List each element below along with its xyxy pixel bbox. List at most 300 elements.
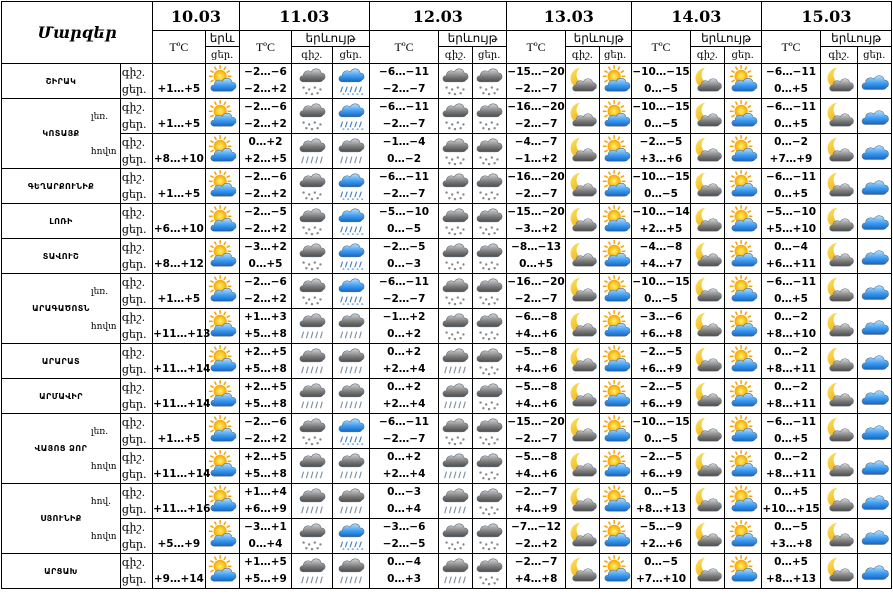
region-name: ԱՐՄԱՎԻՐ bbox=[2, 379, 121, 414]
weather-cell bbox=[691, 169, 724, 204]
weather-cell bbox=[472, 414, 506, 449]
weather-cell bbox=[857, 239, 891, 274]
temp-header: TºC bbox=[369, 31, 439, 64]
temp-day: +5…+8 bbox=[244, 363, 287, 375]
temp-cell bbox=[153, 204, 205, 239]
moon-cloud-icon bbox=[566, 206, 598, 236]
moon-cloud-icon bbox=[691, 206, 723, 236]
moon-cloud-icon bbox=[691, 241, 723, 271]
weather-cell bbox=[857, 309, 891, 344]
temp-night: −2…−5 bbox=[639, 381, 683, 393]
weather-cell bbox=[857, 449, 891, 484]
temp-night: −2…−5 bbox=[639, 136, 683, 148]
rain-cloud-icon bbox=[333, 556, 369, 586]
weather-cell bbox=[691, 344, 724, 379]
weather-cell bbox=[439, 414, 472, 449]
zone-label: լեռ. bbox=[90, 112, 109, 122]
snow-cloud-icon bbox=[439, 206, 471, 236]
weather-cell bbox=[599, 519, 631, 554]
time-of-day-labels bbox=[120, 344, 152, 379]
weather-cell bbox=[472, 344, 506, 379]
weather-cell bbox=[472, 134, 506, 169]
temp-day: +11…+14 bbox=[153, 468, 211, 480]
temp-cell bbox=[631, 99, 690, 134]
temp-night: −5…−8 bbox=[514, 451, 558, 463]
snow-cloud-icon bbox=[292, 101, 331, 131]
temp-cell bbox=[369, 484, 439, 519]
temp-day: +7…+9 bbox=[769, 153, 813, 165]
weather-header: երև bbox=[205, 31, 239, 47]
temp-day: +9…+14 bbox=[153, 573, 204, 585]
moon-cloud-icon bbox=[821, 276, 856, 306]
temp-night: −2…−5 bbox=[382, 241, 426, 253]
temp-cell bbox=[631, 274, 690, 309]
temp-night: −10…−15 bbox=[632, 101, 690, 113]
temp-cell bbox=[369, 449, 439, 484]
weather-cell bbox=[857, 414, 891, 449]
weather-cell bbox=[205, 449, 239, 484]
moon-cloud-icon bbox=[691, 381, 723, 411]
snow-cloud-icon bbox=[439, 101, 471, 131]
temp-cell bbox=[631, 554, 690, 589]
rain-snow-cloud-icon bbox=[333, 521, 369, 551]
region-row bbox=[2, 519, 892, 554]
sun-cloud-icon bbox=[600, 381, 631, 411]
temp-cell bbox=[239, 309, 291, 344]
moon-cloud-icon bbox=[691, 276, 723, 306]
moon-cloud-icon bbox=[821, 381, 856, 411]
weather-cell bbox=[691, 484, 724, 519]
sun-cloud-icon bbox=[725, 276, 761, 306]
temp-cell bbox=[761, 414, 820, 449]
rain-cloud-icon bbox=[333, 346, 369, 376]
sun-cloud-icon bbox=[206, 556, 239, 586]
sun-cloud-icon bbox=[206, 486, 239, 516]
weather-cell bbox=[205, 484, 239, 519]
temp-night: −6…−11 bbox=[766, 171, 817, 183]
night-label: գիշ. bbox=[121, 416, 146, 429]
temp-cell bbox=[631, 309, 690, 344]
snow-cloud-icon bbox=[439, 521, 471, 551]
weather-cell bbox=[292, 99, 332, 134]
weather-cell bbox=[332, 344, 369, 379]
temp-day: 0…−5 bbox=[387, 223, 422, 235]
temp-cell bbox=[153, 64, 205, 99]
time-of-day-labels bbox=[120, 64, 152, 99]
weather-cell bbox=[205, 204, 239, 239]
temp-cell bbox=[239, 414, 291, 449]
temp-night: +2…+5 bbox=[244, 346, 287, 358]
moon-cloud-icon bbox=[821, 101, 856, 131]
cloud-icon bbox=[858, 276, 891, 306]
temp-night: −3…−6 bbox=[382, 521, 426, 533]
weather-cell bbox=[472, 99, 506, 134]
cloud-icon bbox=[858, 416, 891, 446]
temp-night: +1…+5 bbox=[244, 556, 287, 568]
rain-cloud-icon bbox=[292, 346, 331, 376]
weather-cell bbox=[599, 274, 631, 309]
temp-night: −2…−6 bbox=[244, 171, 287, 183]
sun-cloud-icon bbox=[600, 101, 631, 131]
moon-cloud-icon bbox=[566, 521, 598, 551]
temp-day: 0…−5 bbox=[644, 293, 678, 305]
weather-cell bbox=[566, 169, 599, 204]
temp-cell bbox=[761, 274, 820, 309]
weather-cell bbox=[566, 274, 599, 309]
temp-day: +8…+11 bbox=[766, 363, 817, 375]
temp-day: −2…−7 bbox=[382, 83, 426, 95]
rain-cloud-icon bbox=[292, 381, 331, 411]
temp-night: 0…+2 bbox=[387, 346, 422, 358]
moon-cloud-icon bbox=[821, 556, 856, 586]
temp-day: −2…+2 bbox=[244, 83, 287, 95]
day-label: ցեր. bbox=[121, 503, 147, 516]
weather-cell bbox=[691, 379, 724, 414]
weather-cell bbox=[472, 519, 506, 554]
weather-cell bbox=[821, 379, 857, 414]
time-of-day-labels bbox=[90, 449, 152, 484]
region-name: ԱՐԱՐԱՏ bbox=[2, 344, 121, 379]
day-label: ցեր. bbox=[121, 223, 147, 236]
temp-cell bbox=[506, 204, 565, 239]
temp-header: TºC bbox=[239, 31, 291, 64]
rain-cloud-icon bbox=[292, 486, 331, 516]
temp-day: 0…−2 bbox=[387, 153, 422, 165]
cloud-icon bbox=[858, 521, 891, 551]
snow-cloud-icon bbox=[292, 206, 331, 236]
temp-cell bbox=[506, 309, 565, 344]
weather-cell bbox=[691, 309, 724, 344]
temp-cell bbox=[631, 414, 690, 449]
temp-cell bbox=[761, 484, 820, 519]
sun-cloud-icon bbox=[725, 136, 761, 166]
weather-cell bbox=[332, 99, 369, 134]
temp-night: +2…+5 bbox=[244, 381, 287, 393]
moon-cloud-icon bbox=[566, 486, 598, 516]
weather-cell bbox=[857, 344, 891, 379]
weather-cell bbox=[724, 134, 761, 169]
cloud-icon bbox=[858, 556, 891, 586]
weather-header: երևույթ bbox=[821, 31, 892, 47]
weather-cell bbox=[472, 169, 506, 204]
temp-cell bbox=[761, 134, 820, 169]
sun-cloud-icon bbox=[206, 241, 239, 271]
rain-cloud-icon bbox=[292, 136, 331, 166]
weather-cell bbox=[724, 414, 761, 449]
weather-cell bbox=[599, 554, 631, 589]
rain-snow-cloud-icon bbox=[333, 206, 369, 236]
moon-cloud-icon bbox=[691, 556, 723, 586]
temp-cell bbox=[631, 204, 690, 239]
moon-cloud-icon bbox=[566, 66, 598, 96]
temp-day: −2…−7 bbox=[514, 83, 558, 95]
weather-cell bbox=[599, 169, 631, 204]
weather-cell bbox=[205, 379, 239, 414]
temp-day: +3…+8 bbox=[769, 538, 813, 550]
temp-cell bbox=[761, 239, 820, 274]
time-of-day-labels bbox=[120, 239, 152, 274]
weather-cell bbox=[821, 519, 857, 554]
region-row bbox=[2, 169, 892, 204]
sun-cloud-icon bbox=[206, 101, 239, 131]
temp-cell bbox=[239, 554, 291, 589]
weather-cell bbox=[292, 379, 332, 414]
weather-cell bbox=[439, 134, 472, 169]
temp-day: +8…+10 bbox=[766, 328, 817, 340]
temp-night: 0…−2 bbox=[774, 451, 808, 463]
temp-cell bbox=[631, 484, 690, 519]
weather-cell bbox=[439, 239, 472, 274]
temp-day: +8…+11 bbox=[766, 398, 817, 410]
night-label: գիշ. bbox=[121, 381, 146, 394]
time-of-day-labels bbox=[120, 169, 152, 204]
weather-cell bbox=[821, 309, 857, 344]
temp-day: −2…−7 bbox=[514, 433, 558, 445]
temp-cell bbox=[369, 99, 439, 134]
temp-day: +6…+8 bbox=[639, 328, 683, 340]
temp-night: −2…−5 bbox=[639, 346, 683, 358]
temp-day: −2…−7 bbox=[382, 188, 426, 200]
temp-night: −5…−9 bbox=[639, 521, 683, 533]
moon-cloud-icon bbox=[821, 66, 856, 96]
sun-cloud-icon bbox=[206, 206, 239, 236]
weather-cell bbox=[332, 169, 369, 204]
weather-cell bbox=[439, 344, 472, 379]
temp-cell bbox=[631, 239, 690, 274]
weather-cell bbox=[724, 379, 761, 414]
weather-cell bbox=[439, 64, 472, 99]
temp-night: −6…−11 bbox=[766, 416, 817, 428]
temp-night: 0…+2 bbox=[248, 136, 283, 148]
temp-day: +2…+6 bbox=[639, 538, 683, 550]
temp-night: 0…−2 bbox=[774, 311, 808, 323]
rain-snow-cloud-icon bbox=[333, 241, 369, 271]
night-label: գիշ. bbox=[121, 521, 146, 534]
temp-night: 0…−2 bbox=[774, 381, 808, 393]
temp-day: +6…+9 bbox=[639, 398, 683, 410]
weather-cell bbox=[566, 309, 599, 344]
temp-day: +11…+16 bbox=[153, 503, 211, 515]
temp-cell bbox=[761, 64, 820, 99]
temp-night: −10…−14 bbox=[632, 206, 690, 218]
temp-night: 0…−5 bbox=[644, 556, 678, 568]
snow-cloud-icon bbox=[473, 451, 506, 481]
sun-cloud-icon bbox=[206, 171, 239, 201]
weather-cell bbox=[724, 239, 761, 274]
temp-night: −6…−11 bbox=[379, 66, 430, 78]
weather-cell bbox=[472, 484, 506, 519]
night-label: գիշ. bbox=[121, 346, 146, 359]
temp-day: +2…+4 bbox=[382, 398, 426, 410]
cloud-icon bbox=[858, 311, 891, 341]
moon-cloud-icon bbox=[691, 66, 723, 96]
temp-cell bbox=[631, 169, 690, 204]
zone-label: հովտ bbox=[90, 322, 117, 332]
region-row bbox=[2, 554, 892, 589]
temp-cell bbox=[506, 134, 565, 169]
night-subheader: գիշ. bbox=[439, 47, 472, 64]
night-label: գիշ. bbox=[121, 136, 146, 149]
region-row bbox=[2, 99, 892, 134]
region-name: ՇԻՐԱԿ bbox=[2, 64, 121, 99]
temp-cell bbox=[239, 519, 291, 554]
temp-day: 0…+4 bbox=[387, 503, 422, 515]
temp-day: +8…+13 bbox=[636, 503, 687, 515]
cloud-icon bbox=[858, 206, 891, 236]
temp-day: 0…+5 bbox=[774, 118, 808, 130]
snow-cloud-icon bbox=[439, 416, 471, 446]
temp-night: 0…+2 bbox=[387, 381, 422, 393]
temp-day: −2…+2 bbox=[244, 188, 287, 200]
moon-cloud-icon bbox=[821, 206, 856, 236]
temp-day: −2…+2 bbox=[244, 118, 287, 130]
weather-cell bbox=[599, 379, 631, 414]
temp-cell bbox=[761, 204, 820, 239]
snow-cloud-icon bbox=[439, 241, 471, 271]
weather-cell bbox=[566, 554, 599, 589]
temp-day: +1…+5 bbox=[157, 293, 201, 305]
temp-day: +4…+6 bbox=[514, 328, 558, 340]
day-label: ցեր. bbox=[121, 398, 147, 411]
day-label: ցեր. bbox=[121, 573, 147, 586]
weather-cell bbox=[332, 554, 369, 589]
moon-cloud-icon bbox=[821, 416, 856, 446]
weather-cell bbox=[292, 344, 332, 379]
weather-cell bbox=[472, 274, 506, 309]
regions-header: Մարզեր bbox=[2, 2, 153, 64]
snow-cloud-icon bbox=[473, 416, 506, 446]
temp-night: +2…+5 bbox=[244, 451, 287, 463]
temp-night: −8…−13 bbox=[511, 241, 562, 253]
weather-cell bbox=[205, 64, 239, 99]
day-label: ցեր. bbox=[121, 328, 147, 341]
temp-day: +8…+11 bbox=[766, 468, 817, 480]
temp-night: +1…+4 bbox=[244, 486, 287, 498]
weather-cell bbox=[821, 99, 857, 134]
temp-day: +2…+4 bbox=[382, 363, 426, 375]
temp-day: +5…+8 bbox=[244, 398, 287, 410]
temp-day: −2…+2 bbox=[244, 223, 287, 235]
temp-night: −2…−7 bbox=[514, 486, 558, 498]
temp-day: +1…+5 bbox=[157, 433, 201, 445]
weather-cell bbox=[205, 519, 239, 554]
temp-night: −10…−15 bbox=[632, 416, 690, 428]
temp-cell bbox=[153, 554, 205, 589]
weather-cell bbox=[599, 64, 631, 99]
weather-cell bbox=[205, 99, 239, 134]
time-of-day-labels bbox=[90, 519, 152, 554]
sun-cloud-icon bbox=[725, 171, 761, 201]
temp-cell bbox=[153, 134, 205, 169]
temp-cell bbox=[369, 309, 439, 344]
region-name: ԼՈՌԻ bbox=[2, 204, 121, 239]
temp-day: 0…+2 bbox=[387, 328, 422, 340]
weather-header: երևույթ bbox=[566, 31, 632, 47]
sun-cloud-icon bbox=[600, 416, 631, 446]
weather-cell bbox=[205, 554, 239, 589]
day-subheader: ցեր. bbox=[472, 47, 506, 64]
moon-cloud-icon bbox=[566, 311, 598, 341]
night-label: գիշ. bbox=[121, 101, 146, 114]
weather-cell bbox=[292, 274, 332, 309]
temp-day: 0…+5 bbox=[248, 258, 283, 270]
region-row bbox=[2, 239, 892, 274]
weather-cell bbox=[292, 414, 332, 449]
weather-cell bbox=[857, 519, 891, 554]
moon-cloud-icon bbox=[821, 486, 856, 516]
sun-cloud-icon bbox=[206, 136, 239, 166]
temp-day: +8…+13 bbox=[766, 573, 817, 585]
weather-cell bbox=[857, 99, 891, 134]
snow-cloud-icon bbox=[439, 311, 471, 341]
temp-day: +5…+8 bbox=[244, 468, 287, 480]
temp-cell bbox=[239, 484, 291, 519]
sun-cloud-icon bbox=[725, 486, 761, 516]
temp-cell bbox=[506, 239, 565, 274]
temp-day: +1…+5 bbox=[157, 83, 201, 95]
night-label: գիշ. bbox=[121, 171, 146, 184]
weather-cell bbox=[691, 204, 724, 239]
sun-cloud-icon bbox=[725, 346, 761, 376]
weather-cell bbox=[472, 239, 506, 274]
temp-cell bbox=[506, 169, 565, 204]
weather-cell bbox=[724, 344, 761, 379]
weather-cell bbox=[599, 344, 631, 379]
temp-night: −3…+1 bbox=[244, 521, 287, 533]
region-row bbox=[2, 309, 892, 344]
weather-cell bbox=[292, 484, 332, 519]
temp-night: −2…−6 bbox=[244, 101, 287, 113]
weather-cell bbox=[857, 484, 891, 519]
weather-cell bbox=[599, 484, 631, 519]
temp-night: −4…−7 bbox=[514, 136, 558, 148]
snow-cloud-icon bbox=[473, 381, 506, 411]
zone-label: հովտ bbox=[90, 532, 117, 542]
day-subheader: ցեր. bbox=[724, 47, 761, 64]
moon-cloud-icon bbox=[566, 556, 598, 586]
moon-cloud-icon bbox=[691, 171, 723, 201]
date-header: 11.03 bbox=[239, 2, 369, 31]
temp-cell bbox=[506, 449, 565, 484]
temp-night: −3…−6 bbox=[639, 311, 683, 323]
weather-cell bbox=[857, 64, 891, 99]
temp-cell bbox=[239, 99, 291, 134]
region-row bbox=[2, 134, 892, 169]
snow-cloud-icon bbox=[473, 521, 506, 551]
weather-cell bbox=[566, 134, 599, 169]
weather-cell bbox=[292, 239, 332, 274]
moon-cloud-icon bbox=[691, 311, 723, 341]
temp-day: +6…+9 bbox=[639, 363, 683, 375]
sun-cloud-icon bbox=[600, 276, 631, 306]
temp-day: +5…+9 bbox=[244, 573, 287, 585]
rain-cloud-icon bbox=[333, 136, 369, 166]
weather-cell bbox=[292, 64, 332, 99]
weather-cell bbox=[205, 134, 239, 169]
temp-cell bbox=[369, 379, 439, 414]
temp-cell bbox=[506, 379, 565, 414]
temp-night: −6…−11 bbox=[766, 66, 817, 78]
temp-day: +4…+8 bbox=[514, 573, 558, 585]
temp-day: +11…+13 bbox=[153, 328, 211, 340]
zone-label: հովտ bbox=[90, 147, 117, 157]
region-name: ՏԱՎՈՒՇ bbox=[2, 239, 121, 274]
weather-cell bbox=[332, 519, 369, 554]
weather-cell bbox=[472, 204, 506, 239]
temp-night: −4…−8 bbox=[639, 241, 683, 253]
weather-cell bbox=[599, 309, 631, 344]
sun-cloud-icon bbox=[725, 311, 761, 341]
